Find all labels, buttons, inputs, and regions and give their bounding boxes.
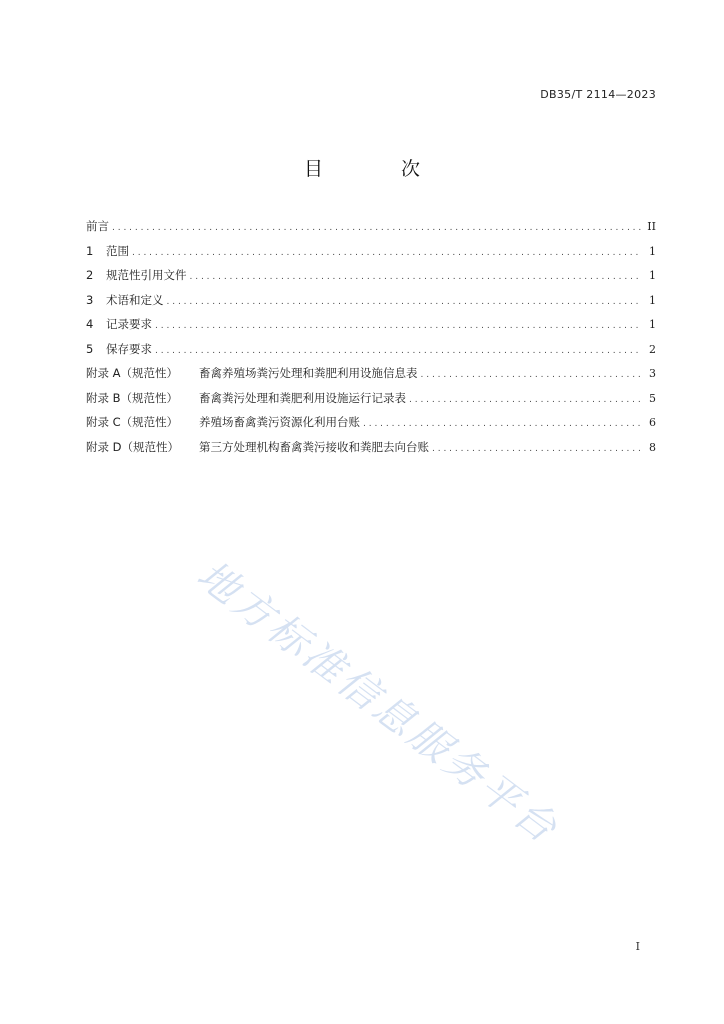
toc-page-number: 1 xyxy=(649,269,656,282)
toc-dot-leader xyxy=(112,220,642,236)
toc-entry-appendix-d[interactable] xyxy=(86,439,656,464)
toc-page-number: 3 xyxy=(649,367,656,380)
page-number: I xyxy=(635,940,640,953)
toc-entry-number: 5 xyxy=(86,341,94,356)
toc-entry-number: 3 xyxy=(86,292,94,307)
toc-entry-label: 范围 xyxy=(106,243,129,258)
toc-entry-label: 前言 xyxy=(86,219,109,233)
standard-code: DB35/T 2114—2023 xyxy=(540,88,656,101)
toc-page-number: 1 xyxy=(649,244,656,258)
toc-entry-scope[interactable] xyxy=(86,243,656,268)
toc-dot-leader xyxy=(132,245,642,261)
toc-entry-retention-requirements[interactable] xyxy=(86,341,656,366)
toc-dot-leader xyxy=(421,367,643,383)
toc-page-number: 2 xyxy=(649,342,656,356)
toc-dot-leader xyxy=(190,269,643,285)
toc-entry-normative-references[interactable] xyxy=(86,267,656,292)
toc-entry-label: 保存要求 xyxy=(106,341,152,356)
toc-entry-number: 1 xyxy=(86,243,94,258)
toc-dot-leader xyxy=(432,441,642,457)
toc-entry-label: 术语和定义 xyxy=(106,292,164,307)
toc-dot-leader xyxy=(155,318,642,334)
toc-page-number: 8 xyxy=(649,440,656,454)
table-of-contents xyxy=(86,218,656,463)
toc-page-number: 6 xyxy=(649,416,656,429)
toc-dot-leader xyxy=(363,416,642,432)
toc-entry-appendix-b[interactable] xyxy=(86,390,656,415)
toc-page-number: 1 xyxy=(649,318,656,331)
toc-entry-appendix-a[interactable] xyxy=(86,365,656,390)
toc-entry-label: 畜禽养殖场粪污处理和粪肥利用设施信息表 xyxy=(199,366,418,380)
toc-entry-appendix-c[interactable] xyxy=(86,414,656,439)
toc-dot-leader xyxy=(167,294,643,310)
toc-entry-label: 记录要求 xyxy=(106,317,152,331)
toc-entry-terms-definitions[interactable] xyxy=(86,292,656,317)
toc-entry-label: 规范性引用文件 xyxy=(106,268,187,282)
toc-page-number: 1 xyxy=(649,293,656,307)
toc-entry-record-requirements[interactable] xyxy=(86,316,656,341)
toc-dot-leader xyxy=(155,343,642,359)
toc-appendix-prefix: 附录 C（规范性） xyxy=(86,415,179,429)
toc-page-number: II xyxy=(647,220,656,233)
toc-entry-label: 第三方处理机构畜禽粪污接收和粪肥去向台账 xyxy=(199,439,429,454)
page-title: 目 次 xyxy=(303,158,457,180)
toc-appendix-prefix: 附录 D（规范性） xyxy=(86,439,180,454)
toc-page-number: 5 xyxy=(649,391,656,405)
toc-entry-number: 2 xyxy=(86,268,94,282)
toc-entry-foreword[interactable] xyxy=(86,218,656,243)
toc-appendix-prefix: 附录 A（规范性） xyxy=(86,366,179,380)
toc-entry-number: 4 xyxy=(86,317,94,331)
toc-appendix-prefix: 附录 B（规范性） xyxy=(86,390,179,405)
toc-entry-label: 养殖场畜禽粪污资源化利用台账 xyxy=(199,415,360,429)
watermark: 地方标准信息服务平台 xyxy=(188,552,568,854)
toc-dot-leader xyxy=(409,392,642,408)
toc-entry-label: 畜禽粪污处理和粪肥利用设施运行记录表 xyxy=(199,390,406,405)
